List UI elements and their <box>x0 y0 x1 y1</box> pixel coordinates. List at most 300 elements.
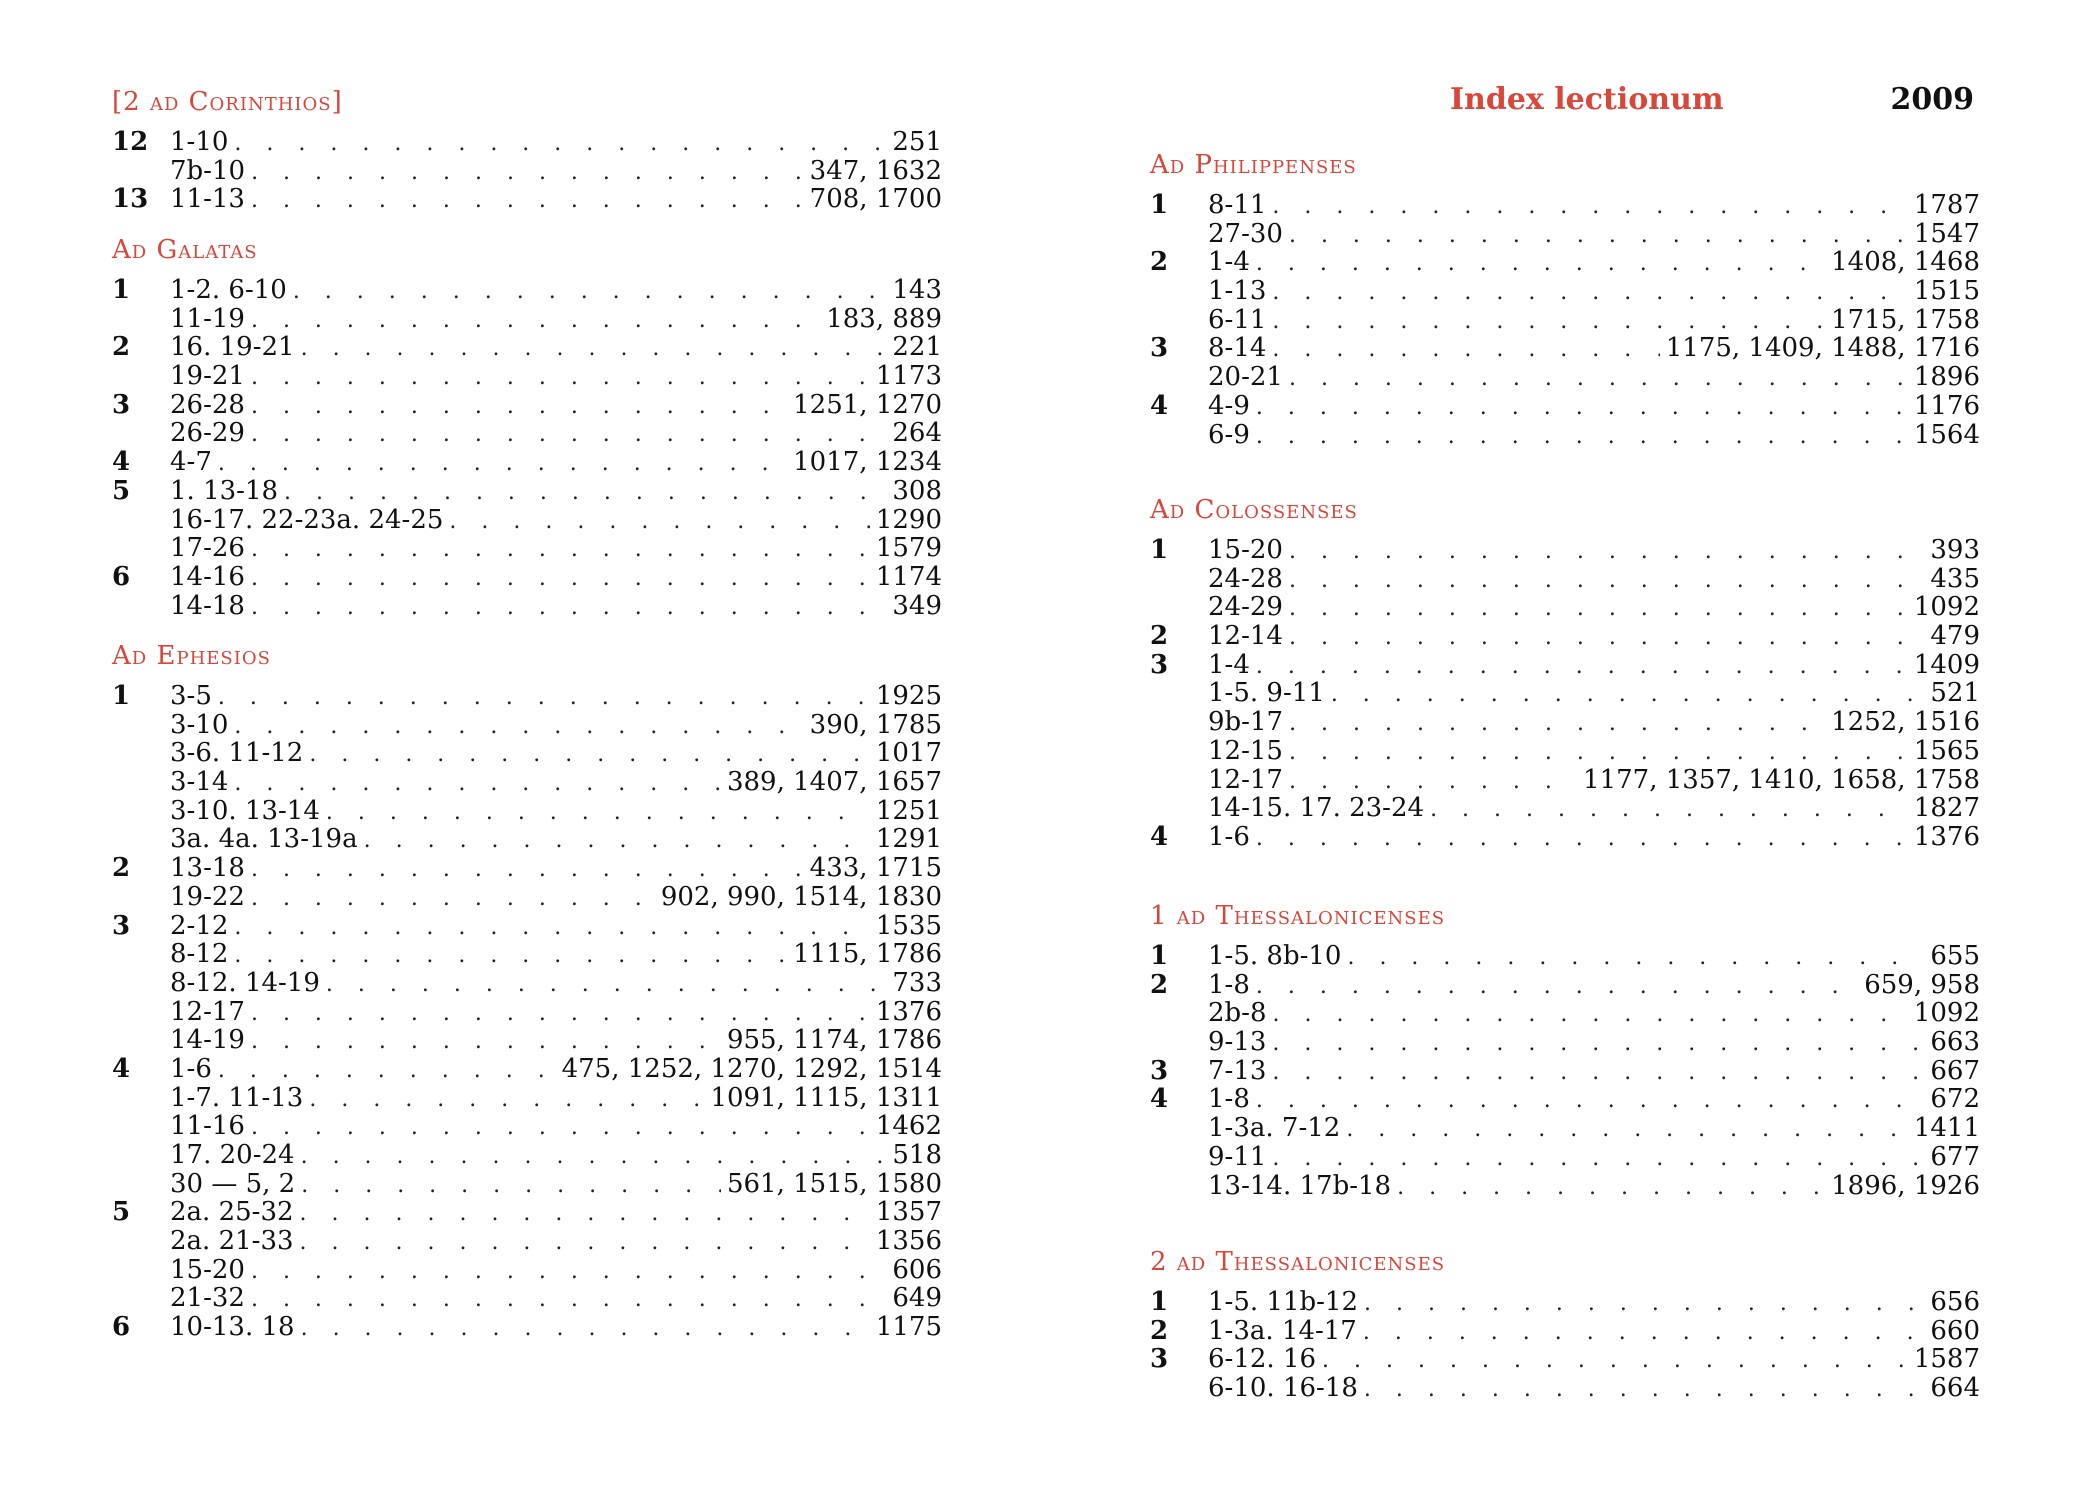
index-entry <box>112 419 942 448</box>
chapter-number: 2 <box>112 332 131 363</box>
entry-list <box>1150 942 1980 1200</box>
dot-leader <box>1289 538 1924 567</box>
page-references: 390, 1785 <box>809 709 942 740</box>
entry-list <box>1150 191 1980 449</box>
dot-leader <box>251 594 886 623</box>
verse-range: 9-13 <box>1208 1027 1267 1058</box>
page-references: 1017, 1234 <box>793 447 942 478</box>
section-heading: Ad Colossenses <box>1150 495 1358 525</box>
dot-leader <box>284 479 886 508</box>
entry-list <box>1150 536 1980 852</box>
verse-range: 11-19 <box>170 303 245 334</box>
index-entry <box>112 1256 942 1285</box>
section-heading: Ad Galatas <box>112 235 258 265</box>
index-entry <box>112 1112 942 1141</box>
index-entry <box>1150 392 1980 421</box>
dot-leader <box>1289 365 1908 394</box>
dot-leader <box>251 536 870 565</box>
index-entry <box>1150 651 1980 680</box>
verse-range: 19-21 <box>170 361 245 392</box>
verse-range: 8-12. 14-19 <box>170 967 320 998</box>
verse-range: 24-29 <box>1208 592 1283 623</box>
verse-range: 4-9 <box>1208 390 1250 421</box>
dot-leader <box>218 1057 556 1086</box>
index-section <box>1150 1242 1980 1403</box>
page-references: 1092 <box>1913 592 1980 623</box>
page-references: 660 <box>1930 1315 1980 1346</box>
dot-leader <box>1363 1319 1925 1348</box>
chapter-number: 3 <box>1150 1344 1169 1375</box>
verse-range: 6-12. 16 <box>1208 1344 1317 1375</box>
dot-leader <box>1289 739 1908 768</box>
page-references: 393 <box>1930 535 1980 565</box>
index-section <box>1150 490 1980 852</box>
verse-range: 13-18 <box>170 853 245 884</box>
index-entry <box>1150 1288 1980 1317</box>
page-references: 1017 <box>875 738 942 769</box>
index-entry <box>112 362 942 391</box>
page-references: 1091, 1115, 1311 <box>710 1082 942 1113</box>
chapter-number: 2 <box>1150 621 1169 652</box>
index-entry <box>112 854 942 883</box>
verse-range: 15-20 <box>170 1254 245 1285</box>
index-entry <box>1150 1317 1980 1346</box>
verse-range: 16. 19-21 <box>170 332 295 363</box>
dot-leader <box>234 770 721 799</box>
index-entry <box>1150 999 1980 1028</box>
page-references: 347, 1632 <box>809 155 942 186</box>
index-entry <box>112 969 942 998</box>
entry-list <box>112 276 942 620</box>
verse-range: 7b-10 <box>170 155 246 186</box>
chapter-number: 2 <box>1150 1315 1169 1346</box>
verse-range: 14-19 <box>170 1025 245 1056</box>
verse-range: 3-6. 11-12 <box>170 738 304 769</box>
index-entry <box>112 883 942 912</box>
verse-range: 1. 13-18 <box>170 475 279 506</box>
page-references: 1925 <box>875 681 942 711</box>
verse-range: 1-5. 9-11 <box>1208 678 1325 709</box>
page-references: 649 <box>892 1283 942 1314</box>
dot-leader <box>251 856 804 885</box>
index-entry <box>112 333 942 362</box>
dot-leader <box>251 307 820 336</box>
page-references: 1173 <box>875 361 942 392</box>
verse-range: 12-17 <box>1208 764 1283 795</box>
section-heading: Ad Philippenses <box>1150 150 1357 180</box>
dot-leader <box>1272 308 1825 337</box>
page-references: 1115, 1786 <box>793 939 942 970</box>
index-entry <box>1150 766 1980 795</box>
index-entry <box>112 1055 942 1084</box>
page-references: 1357 <box>875 1197 942 1228</box>
index-entry <box>112 276 942 305</box>
dot-leader <box>309 741 869 770</box>
page-references: 667 <box>1930 1055 1980 1086</box>
verse-range: 17. 20-24 <box>170 1140 295 1170</box>
dot-leader <box>1256 653 1908 682</box>
verse-range: 7-13 <box>1208 1055 1267 1086</box>
dot-leader <box>1273 1001 1908 1030</box>
page-references: 518 <box>892 1140 942 1170</box>
index-entry <box>112 128 942 157</box>
verse-range: 14-18 <box>170 590 245 621</box>
dot-leader <box>1256 825 1908 854</box>
dot-leader <box>218 450 787 479</box>
chapter-number: 2 <box>1150 969 1169 1000</box>
index-entry <box>1150 971 1980 1000</box>
verse-range: 1-8 <box>1208 969 1250 1000</box>
index-entry <box>112 1141 942 1170</box>
index-entry <box>1150 593 1980 622</box>
verse-range: 21-32 <box>170 1283 245 1314</box>
index-section <box>112 82 942 214</box>
chapter-number: 3 <box>1150 1055 1169 1086</box>
dot-leader <box>1397 1174 1825 1203</box>
page-references: 521 <box>1930 678 1980 709</box>
dot-leader <box>1256 423 1908 452</box>
verse-range: 2b-8 <box>1208 998 1267 1029</box>
chapter-number: 3 <box>1150 649 1169 680</box>
index-section <box>1150 145 1980 449</box>
chapter-number: 4 <box>1150 1084 1169 1115</box>
verse-range: 3-14 <box>170 767 229 798</box>
index-entry <box>1150 823 1980 852</box>
entry-list <box>1150 1288 1980 1403</box>
dot-leader <box>293 278 887 307</box>
index-entry <box>1150 679 1980 708</box>
verse-range: 1-13 <box>1208 276 1267 307</box>
page-references: 1174 <box>875 561 942 592</box>
index-entry <box>112 1227 942 1256</box>
index-entry <box>1150 708 1980 737</box>
verse-range: 1-8 <box>1208 1084 1250 1115</box>
page-references: 435 <box>1930 563 1980 594</box>
section-heading: [2 ad Corinthios] <box>112 87 343 117</box>
index-entry <box>1150 565 1980 594</box>
verse-range: 4-7 <box>170 447 212 478</box>
page-references: 308 <box>892 475 942 506</box>
page-references: 1827 <box>1913 793 1980 824</box>
page-references: 659, 958 <box>1864 969 1980 1000</box>
index-entry <box>1150 536 1980 565</box>
verse-range: 3-10. 13-14 <box>170 795 320 826</box>
index-entry <box>1150 622 1980 651</box>
index-entry <box>112 477 942 506</box>
page-references: 1092 <box>1913 998 1980 1029</box>
verse-range: 16-17. 22-23a. 24-25 <box>170 504 444 535</box>
index-entry <box>112 711 942 740</box>
index-entry <box>1150 277 1980 306</box>
page-references: 183, 889 <box>826 303 942 334</box>
verse-range: 15-20 <box>1208 535 1283 565</box>
index-entry <box>1150 306 1980 335</box>
index-entry <box>1150 248 1980 277</box>
index-entry <box>1150 942 1980 971</box>
verse-range: 12-15 <box>1208 735 1283 766</box>
dot-leader <box>301 1172 721 1201</box>
entry-list <box>112 682 942 1342</box>
verse-range: 3-10 <box>170 709 229 740</box>
index-entry <box>1150 1114 1980 1143</box>
dot-leader <box>301 1315 870 1344</box>
index-entry <box>1150 1172 1980 1201</box>
index-entry <box>1150 1345 1980 1374</box>
chapter-number: 1 <box>1150 941 1169 971</box>
verse-range: 12-14 <box>1208 621 1283 652</box>
dot-leader <box>1331 681 1925 710</box>
verse-range: 6-11 <box>1208 304 1267 335</box>
chapter-number: 6 <box>112 561 131 592</box>
index-entry <box>1150 334 1980 363</box>
index-entry <box>112 305 942 334</box>
chapter-number: 2 <box>1150 247 1169 278</box>
page-references: 1291 <box>875 824 942 855</box>
index-entry <box>112 998 942 1027</box>
verse-range: 24-28 <box>1208 563 1283 594</box>
verse-range: 1-10 <box>170 127 229 157</box>
dot-leader <box>1256 1087 1924 1116</box>
index-entry <box>112 1026 942 1055</box>
dot-leader <box>251 364 870 393</box>
chapter-number: 5 <box>112 1197 131 1228</box>
index-section <box>112 636 942 1342</box>
index-entry <box>112 1284 942 1313</box>
dot-leader <box>300 1200 870 1229</box>
dot-leader <box>309 1086 704 1115</box>
page-references: 1587 <box>1913 1344 1980 1375</box>
dot-leader <box>1430 796 1908 825</box>
dot-leader <box>251 421 886 450</box>
index-entry <box>1150 363 1980 392</box>
section-heading: Ad Ephesios <box>112 641 271 671</box>
verse-range: 2-12 <box>170 910 229 941</box>
dot-leader <box>1346 1116 1908 1145</box>
verse-range: 26-29 <box>170 418 245 449</box>
page-references: 1177, 1357, 1410, 1658, 1758 <box>1583 764 1980 795</box>
page-references: 656 <box>1930 1287 1980 1317</box>
dot-leader <box>1272 1145 1924 1174</box>
page-references: 1411 <box>1913 1113 1980 1144</box>
chapter-number: 3 <box>1150 333 1169 364</box>
dot-leader <box>234 713 803 742</box>
dot-leader <box>251 1286 886 1315</box>
page-references: 221 <box>892 332 942 363</box>
page-references: 1175, 1409, 1488, 1716 <box>1665 333 1980 364</box>
chapter-number: 13 <box>112 184 149 215</box>
page-references: 479 <box>1930 621 1980 652</box>
chapter-number: 3 <box>112 389 131 420</box>
page-references: 1252, 1516 <box>1831 707 1980 738</box>
chapter-number: 6 <box>112 1312 131 1343</box>
verse-range: 9b-17 <box>1208 707 1284 738</box>
verse-range: 11-13 <box>170 184 245 215</box>
dot-leader <box>326 971 886 1000</box>
dot-leader <box>1272 279 1907 308</box>
page-references: 1462 <box>875 1111 942 1142</box>
verse-range: 1-3a. 7-12 <box>1208 1113 1341 1144</box>
page-references: 1515 <box>1913 276 1980 307</box>
dot-leader <box>251 1028 721 1057</box>
dot-leader <box>364 827 870 856</box>
dot-leader <box>1289 595 1908 624</box>
page-references: 902, 990, 1514, 1830 <box>660 881 942 912</box>
chapter-number: 4 <box>112 1053 131 1084</box>
dot-leader <box>1289 710 1825 739</box>
page-references: 1896, 1926 <box>1831 1170 1980 1201</box>
verse-range: 27-30 <box>1208 218 1283 249</box>
verse-range: 14-15. 17. 23-24 <box>1208 793 1425 824</box>
index-entry <box>112 1084 942 1113</box>
dot-leader <box>251 159 804 188</box>
page-references: 1408, 1468 <box>1831 247 1980 278</box>
page-references: 1290 <box>875 504 942 535</box>
page-references: 672 <box>1930 1084 1980 1115</box>
page-references: 1535 <box>875 910 942 941</box>
page-references: 475, 1252, 1270, 1292, 1514 <box>561 1053 942 1084</box>
index-entry <box>1150 220 1980 249</box>
dot-leader <box>234 130 886 159</box>
index-entry <box>112 768 942 797</box>
page-references: 708, 1700 <box>809 184 942 215</box>
page-references: 1564 <box>1913 419 1980 450</box>
verse-range: 1-2. 6-10 <box>170 275 287 305</box>
dot-leader <box>301 335 887 364</box>
chapter-number: 3 <box>112 910 131 941</box>
verse-range: 8-12 <box>170 939 229 970</box>
dot-leader <box>1322 1347 1908 1376</box>
page-references: 1715, 1758 <box>1831 304 1980 335</box>
verse-range: 8-14 <box>1208 333 1267 364</box>
verse-range: 1-5. 8b-10 <box>1208 941 1342 971</box>
verse-range: 9-11 <box>1208 1141 1267 1172</box>
chapter-number: 1 <box>1150 535 1169 565</box>
page-references: 1251 <box>875 795 942 826</box>
index-entry <box>1150 1057 1980 1086</box>
index-entry <box>112 506 942 535</box>
page-references: 1565 <box>1913 735 1980 766</box>
index-entry <box>112 797 942 826</box>
chapter-number: 1 <box>1150 190 1169 220</box>
index-entry <box>1150 737 1980 766</box>
verse-range: 1-4 <box>1208 247 1250 278</box>
running-head-title: Index lectionum <box>1450 82 1724 117</box>
page-references: 1787 <box>1913 190 1980 220</box>
dot-leader <box>251 1114 870 1143</box>
page-references: 1175 <box>875 1312 942 1343</box>
page-references: 955, 1174, 1786 <box>726 1025 942 1056</box>
page-references: 143 <box>892 275 942 305</box>
chapter-number: 2 <box>112 853 131 884</box>
page-references: 264 <box>892 418 942 449</box>
verse-range: 8-11 <box>1208 190 1267 220</box>
page-references: 1251, 1270 <box>793 389 942 420</box>
page-references: 251 <box>892 127 942 157</box>
dot-leader <box>1364 1290 1924 1319</box>
dot-leader <box>251 565 870 594</box>
index-entry <box>112 1198 942 1227</box>
index-entry <box>1150 1028 1980 1057</box>
verse-range: 1-4 <box>1208 649 1250 680</box>
dot-leader <box>326 799 870 828</box>
index-entry <box>112 391 942 420</box>
index-entry <box>112 1170 942 1199</box>
verse-range: 10-13. 18 <box>170 1312 295 1343</box>
chapter-number: 1 <box>112 681 131 711</box>
verse-range: 1-6 <box>170 1053 212 1084</box>
index-entry <box>112 563 942 592</box>
page-references: 1579 <box>875 533 942 564</box>
index-entry <box>112 448 942 477</box>
chapter-number: 1 <box>112 275 131 305</box>
verse-range: 2a. 25-32 <box>170 1197 294 1228</box>
section-heading: 2 ad Thessalonicenses <box>1150 1247 1446 1277</box>
page-references: 677 <box>1930 1141 1980 1172</box>
page-references: 389, 1407, 1657 <box>726 767 942 798</box>
dot-leader <box>1256 973 1858 1002</box>
dot-leader <box>300 1229 870 1258</box>
running-head <box>1150 82 1980 122</box>
verse-range: 17-26 <box>170 533 245 564</box>
verse-range: 3-5 <box>170 681 212 711</box>
page-number: 2009 <box>1890 82 1974 117</box>
page-references: 433, 1715 <box>809 853 942 884</box>
dot-leader <box>1289 222 1908 251</box>
dot-leader <box>1347 944 1924 973</box>
page-references: 1547 <box>1913 218 1980 249</box>
dot-leader <box>1256 394 1908 423</box>
verse-range: 1-7. 11-13 <box>170 1082 304 1113</box>
index-entry <box>112 592 942 621</box>
index-entry <box>112 1313 942 1342</box>
dot-leader <box>1289 567 1924 596</box>
chapter-number: 4 <box>1150 390 1169 421</box>
page-references: 663 <box>1930 1027 1980 1058</box>
chapter-number: 5 <box>112 475 131 506</box>
page-references: 1176 <box>1913 390 1980 421</box>
chapter-number: 4 <box>112 447 131 478</box>
dot-leader <box>251 885 655 914</box>
chapter-number: 12 <box>112 127 149 157</box>
dot-leader <box>251 1000 870 1029</box>
index-entry <box>112 534 942 563</box>
dot-leader <box>1364 1376 1924 1405</box>
chapter-number: 4 <box>1150 821 1169 852</box>
entry-list <box>112 128 942 214</box>
page-references: 606 <box>892 1254 942 1285</box>
index-section <box>112 230 942 620</box>
page-references: 1409 <box>1913 649 1980 680</box>
verse-range: 1-6 <box>1208 821 1250 852</box>
chapter-number: 1 <box>1150 1287 1169 1317</box>
index-entry <box>1150 794 1980 823</box>
verse-range: 20-21 <box>1208 362 1283 393</box>
page-references: 1376 <box>1913 821 1980 852</box>
index-entry <box>112 825 942 854</box>
dot-leader <box>234 914 869 943</box>
verse-range: 6-10. 16-18 <box>1208 1373 1358 1404</box>
dot-leader <box>1272 336 1659 365</box>
dot-leader <box>218 684 870 713</box>
dot-leader <box>251 393 787 422</box>
index-entry <box>112 185 942 214</box>
verse-range: 12-17 <box>170 996 245 1027</box>
verse-range: 26-28 <box>170 389 245 420</box>
index-entry <box>1150 1143 1980 1172</box>
index-entry <box>112 157 942 186</box>
dot-leader <box>1256 250 1825 279</box>
section-heading: 1 ad Thessalonicenses <box>1150 901 1446 931</box>
